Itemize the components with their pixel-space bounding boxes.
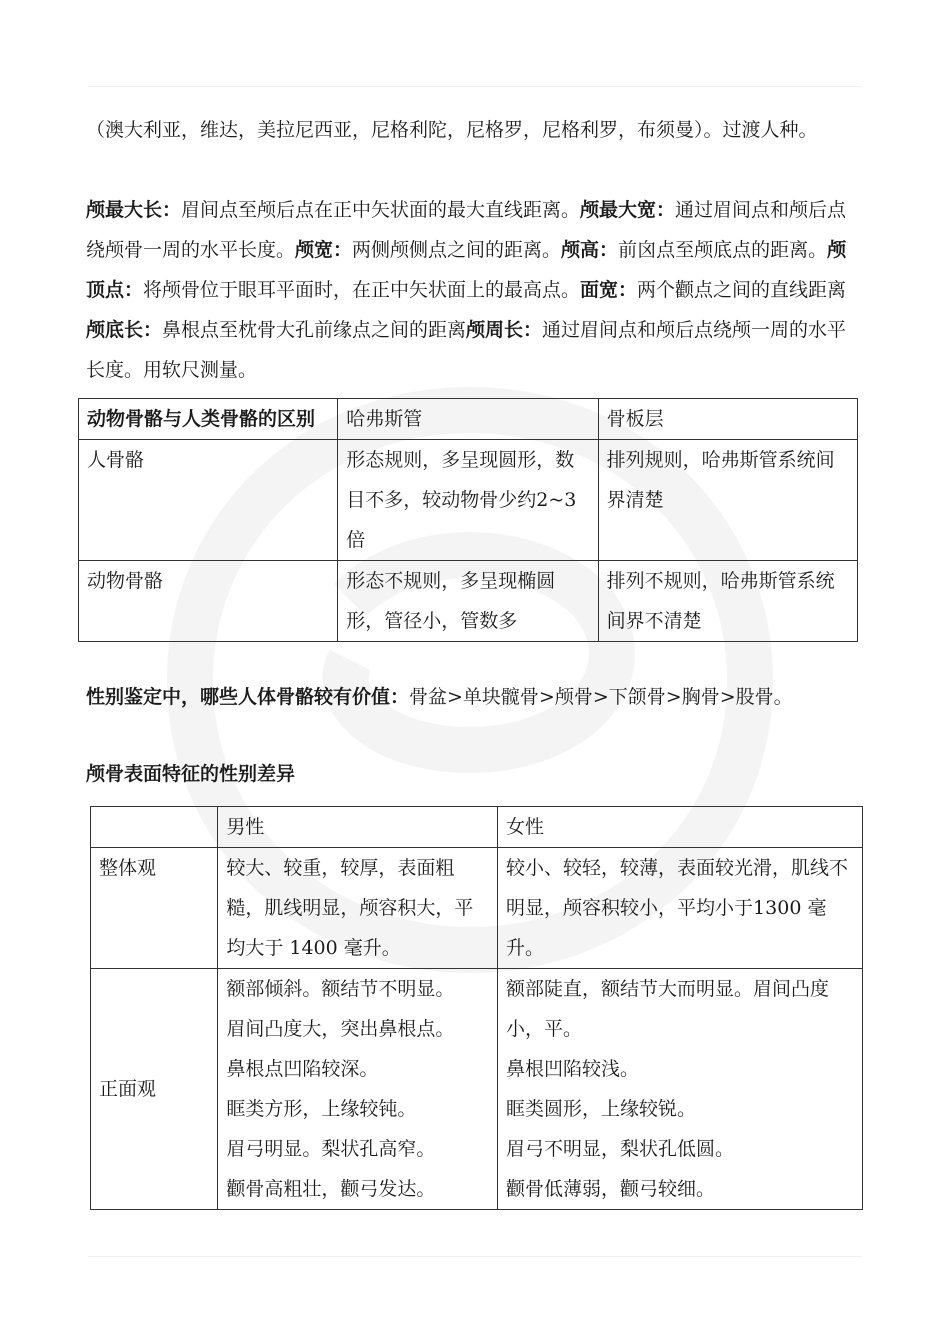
- table-header-cell: 动物骨骼与人类骨骼的区别: [79, 399, 338, 440]
- table-header-row: [79, 399, 858, 440]
- table-cell: 较小、较轻，较薄，表面较光滑，肌线不明显，颅容积较小，平均小于1300 毫升。: [498, 848, 863, 969]
- cell-line: 颧骨低薄弱，颧弓较细。: [506, 1178, 716, 1200]
- table-header-row: [91, 807, 863, 848]
- table-row: [79, 561, 858, 642]
- table-cell: 较大、较重，较厚，表面粗糙，肌线明显，颅容积大，平均大于 1400 毫升。: [218, 848, 498, 969]
- def-text: 两侧颅侧点之间的距离。: [352, 239, 562, 261]
- cell-line: 额部陡直，额结节大而明显。眉间凸度小，平。: [506, 978, 830, 1040]
- cell-line: 鼻根点凹陷较深。: [226, 1058, 379, 1080]
- def-text: 通过眉间点和颅后点绕颅骨一周的水平长度。: [86, 199, 847, 261]
- def-term: 颅宽：: [295, 239, 353, 261]
- def-term: 颅最大长：: [86, 199, 182, 221]
- table-header-cell: [91, 807, 218, 848]
- def-text: 眉间点至颅后点在正中矢状面的最大直线距离。: [181, 199, 581, 221]
- def-term: 颅最大宽：: [580, 199, 676, 221]
- page-bottom-rule: [88, 1256, 862, 1257]
- bone-comparison-table: [78, 398, 858, 642]
- table-cell: 人骨骼: [79, 440, 338, 561]
- def-term: 颅顶点：: [86, 239, 847, 301]
- page-top-rule: [88, 86, 862, 87]
- sex-value-paragraph: [86, 677, 858, 717]
- def-text: 将颅骨位于眼耳平面时，在正中矢状面上的最高点。: [143, 279, 581, 301]
- cell-line: 眶类方形，上缘较钝。: [226, 1098, 417, 1120]
- table-row: [79, 440, 858, 561]
- table-cell: 形态不规则，多呈现椭圆形，管径小，管数多: [338, 561, 598, 642]
- skull-sex-table: [90, 806, 863, 1210]
- table-row: [91, 969, 863, 1210]
- table-header-cell: 男性: [218, 807, 498, 848]
- cell-line: 鼻根凹陷较浅。: [506, 1058, 640, 1080]
- section-heading: 颅骨表面特征的性别差异: [86, 763, 296, 785]
- definitions-paragraph: [86, 190, 858, 390]
- table-row: [91, 848, 863, 969]
- cell-line: 眉间凸度大，突出鼻根点。: [226, 1018, 455, 1040]
- cell-line: 颧骨高粗壮，颧弓发达。: [226, 1178, 436, 1200]
- cell-line: 眉弓不明显，梨状孔低圆。: [506, 1138, 735, 1160]
- table-cell: 排列不规则，哈弗斯管系统间界不清楚: [598, 561, 857, 642]
- def-term: 面宽：: [580, 279, 638, 301]
- def-text: 通过眉间点和颅后点绕颅一周的水平长度。用软尺测量。: [86, 319, 847, 381]
- table-header-cell: 哈弗斯管: [338, 399, 598, 440]
- row-label: 正面观: [91, 969, 218, 1210]
- def-text: 鼻根点至枕骨大孔前缘点之间的距离: [162, 319, 467, 341]
- def-term: 颅底长：: [86, 319, 163, 341]
- table-cell: [498, 969, 863, 1210]
- def-text: 两个颧点之间的直线距离: [637, 279, 847, 301]
- sex-value-text: 骨盆>单块髋骨>颅骨>下颌骨>胸骨>股骨。: [409, 686, 793, 708]
- def-term: 颅高：: [561, 239, 619, 261]
- table-cell: 排列规则，哈弗斯管系统间界清楚: [598, 440, 857, 561]
- cell-line: 眉弓明显。梨状孔高窄。: [226, 1138, 436, 1160]
- def-text: 前囟点至颅底点的距离。: [618, 239, 828, 261]
- cell-line: 额部倾斜。额结节不明显。: [226, 978, 455, 1000]
- intro-paragraph: （澳大利亚，维达，美拉尼西亚，尼格利陀，尼格罗，尼格利罗，布须曼）。过渡人种。: [86, 119, 818, 141]
- def-term: 颅周长：: [466, 319, 543, 341]
- table-header-cell: 骨板层: [598, 399, 857, 440]
- cell-line: 眶类圆形，上缘较锐。: [506, 1098, 697, 1120]
- sex-value-term: 性别鉴定中，哪些人体骨骼较有价值：: [86, 686, 410, 708]
- table-cell: 形态规则，多呈现圆形，数目不多，较动物骨少约2~3 倍: [338, 440, 598, 561]
- table-cell: 动物骨骼: [79, 561, 338, 642]
- table-header-cell: 女性: [498, 807, 863, 848]
- table-cell: [218, 969, 498, 1210]
- row-label: 整体观: [91, 848, 218, 969]
